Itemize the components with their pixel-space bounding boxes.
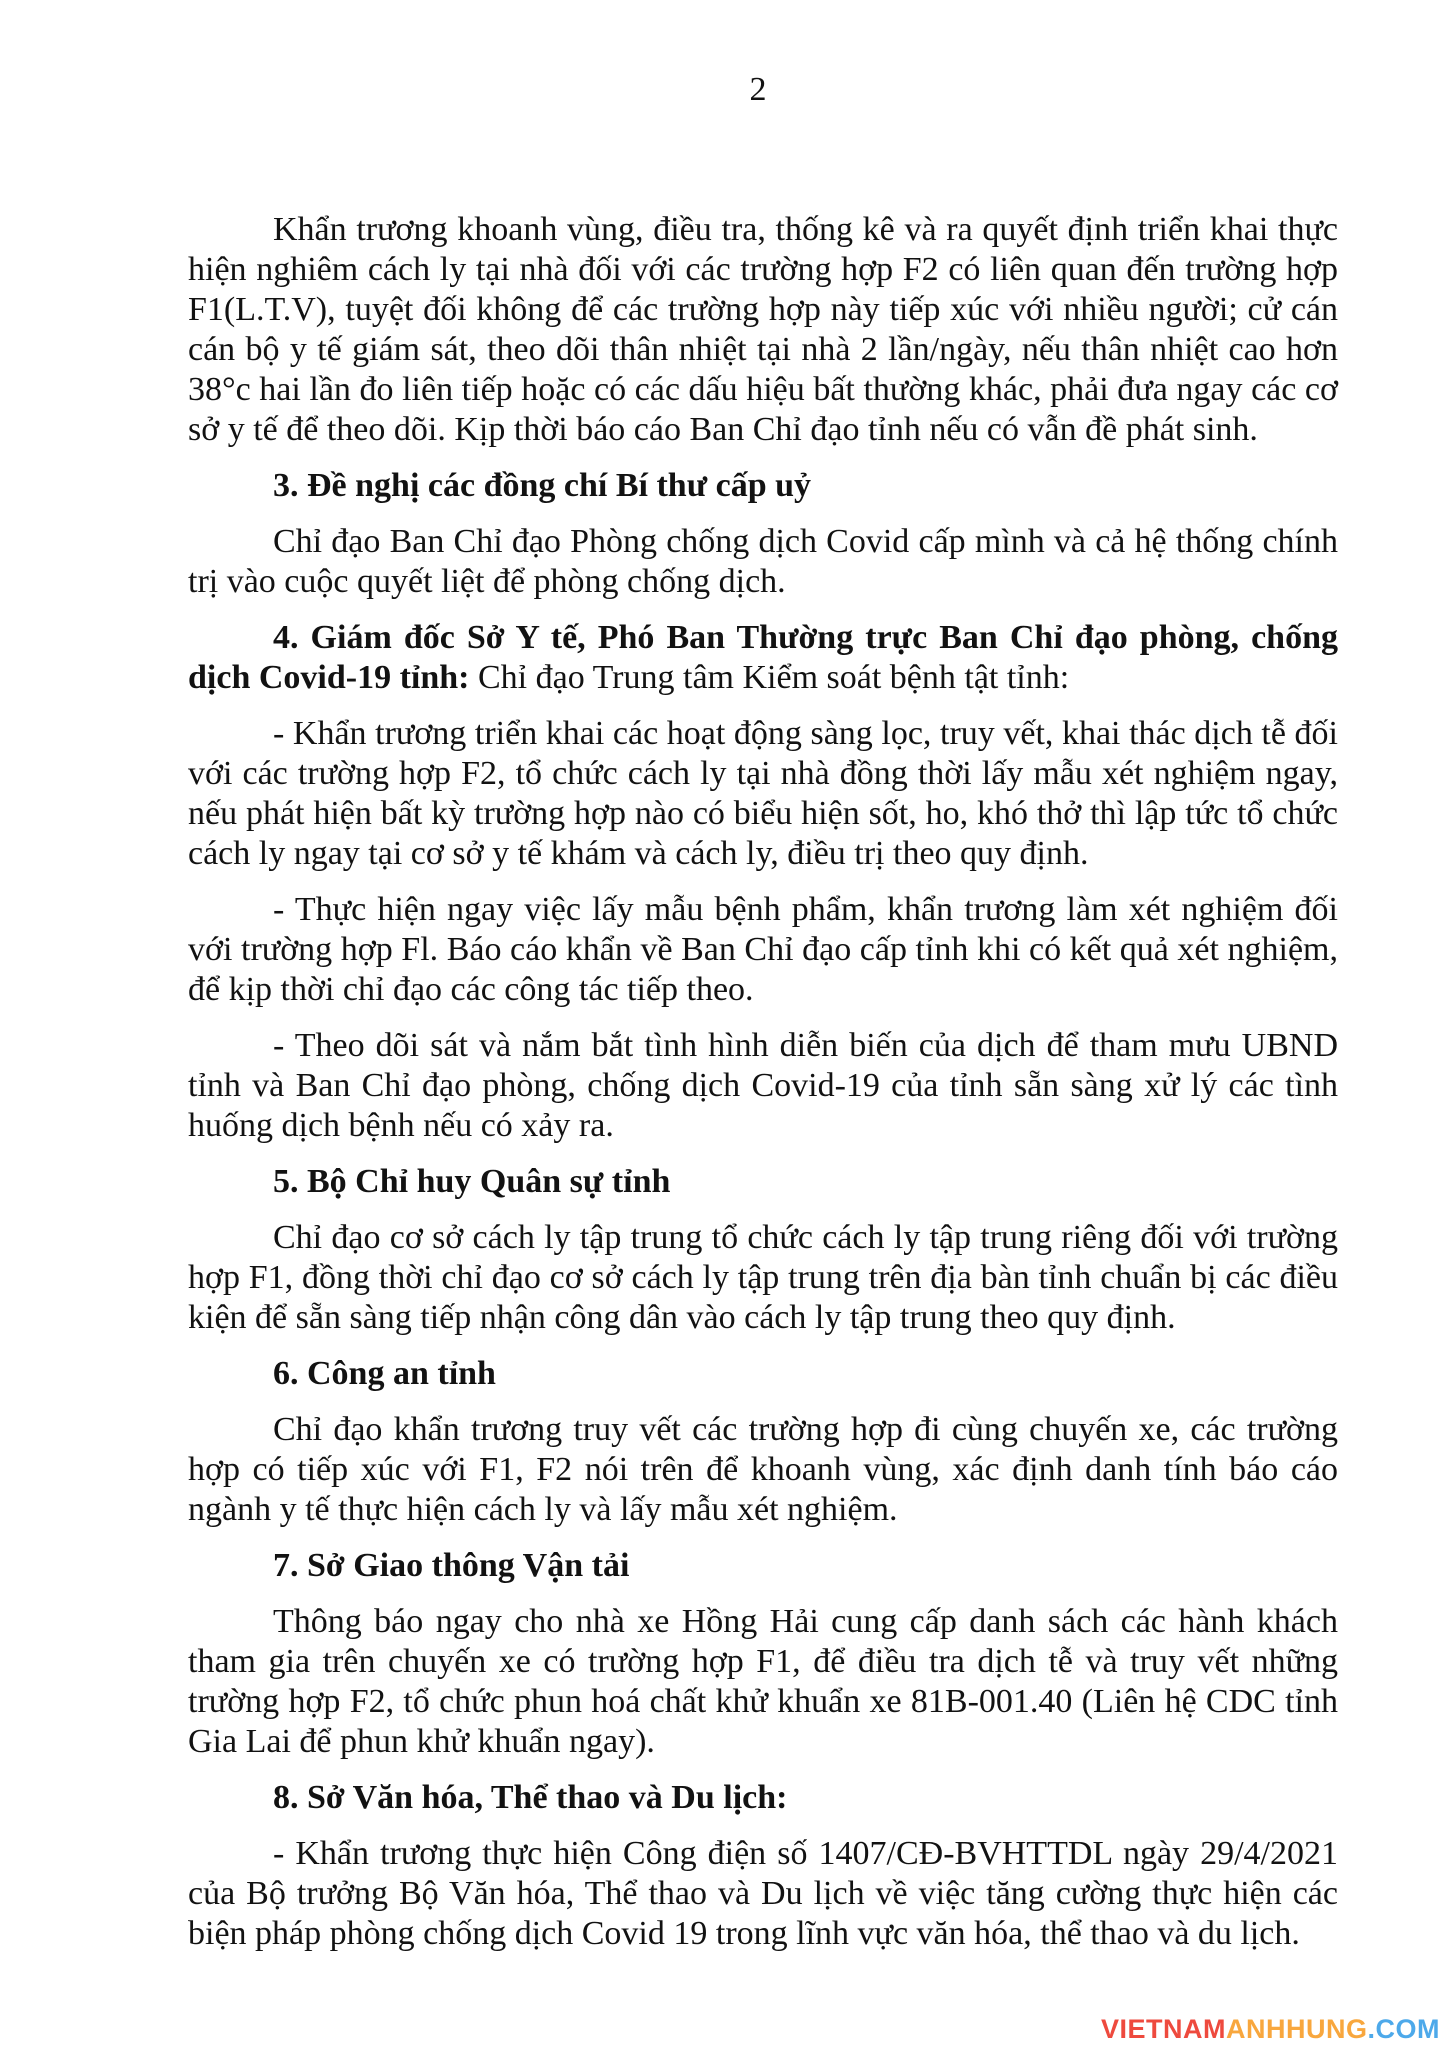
section-8-bullet-1: - Khẩn trương thực hiện Công điện số 1407/CĐ-BVHTTDL ngày 29/4/2021 của Bộ trưởng Bộ Văn hóa, Thể thao và Du lịch về việc tăng cường thực hiện các biện pháp phòng chống dịch Covid 19 trong lĩnh vực văn hóa, thể thao và du lịch. — [188, 1835, 1338, 1952]
section-7-heading: 7. Sở Giao thông Vận tải — [273, 1547, 630, 1584]
section-4-bullet-1: - Khẩn trương triển khai các hoạt động sàng lọc, truy vết, khai thác dịch tễ đối với các trường hợp F2, tổ chức cách ly tại nhà đồng thời lấy mẫu xét nghiệm ngay, nếu phát hiện bất kỳ trường hợp nào có biểu hiện sốt, ho, khó thở thì lập tức tổ chức cách ly ngay tại cơ sở y tế khám và cách ly, điều trị theo quy định. — [188, 715, 1338, 872]
watermark-vietnam: VIETNAM — [1101, 2014, 1226, 2044]
section-3-heading: 3. Đề nghị các đồng chí Bí thư cấp uỷ — [273, 467, 812, 504]
section-3-paragraph-1: Chỉ đạo Ban Chỉ đạo Phòng chống dịch Covid cấp mình và cả hệ thống chính trị vào cuộc quyết liệt để phòng chống dịch. — [188, 523, 1338, 600]
section-4-bullet-2: - Thực hiện ngay việc lấy mẫu bệnh phẩm, khẩn trương làm xét nghiệm đối với trường hợp Fl. Báo cáo khẩn về Ban Chỉ đạo cấp tỉnh khi có kết quả xét nghiệm, để kịp thời chỉ đạo các công tác tiếp theo. — [188, 891, 1338, 1008]
section-7-paragraph-1: Thông báo ngay cho nhà xe Hồng Hải cung cấp danh sách các hành khách tham gia trên chuyến xe có trường hợp F1, để điều tra dịch tễ và truy vết những trường hợp F2, tổ chức phun hoá chất khử khuẩn xe 81B-001.40 (Liên hệ CDC tỉnh Gia Lai để phun khử khuẩn ngay). — [188, 1603, 1338, 1760]
page-number: 2 — [749, 71, 767, 108]
section-8-heading: 8. Sở Văn hóa, Thể thao và Du lịch: — [273, 1779, 788, 1816]
watermark — [1101, 2014, 1440, 2045]
document-body — [188, 210, 1338, 1970]
section-4-heading: 4. Giám đốc Sở Y tế, Phó Ban Thường trực Ban Chỉ đạo phòng, chống dịch Covid-19 tỉnh: — [188, 619, 1338, 696]
intro-paragraph: Khẩn trương khoanh vùng, điều tra, thống kê và ra quyết định triển khai thực hiện nghiêm cách ly tại nhà đối với các trường hợp F2 có liên quan đến trường hợp F1(L.T.V), tuyệt đối không để các trường hợp này tiếp xúc với nhiều người; cử cán cán bộ y tế giám sát, theo dõi thân nhiệt tại nhà 2 lần/ngày, nếu thân nhiệt cao hơn 38°c hai lần đo liên tiếp hoặc có các dấu hiệu bất thường khác, phải đưa ngay các cơ sở y tế để theo dõi. Kịp thời báo cáo Ban Chỉ đạo tỉnh nếu có vẫn đề phát sinh. — [188, 211, 1338, 448]
section-4-heading-paragraph — [188, 618, 1338, 698]
section-4-heading-suffix: Chỉ đạo Trung tâm Kiểm soát bệnh tật tỉnh: — [469, 659, 1070, 696]
section-5-paragraph-1: Chỉ đạo cơ sở cách ly tập trung tổ chức cách ly tập trung riêng đối với trường hợp F1, đồng thời chỉ đạo cơ sở cách ly tập trung trên địa bàn tỉnh chuẩn bị các điều kiện để sẵn sàng tiếp nhận công dân vào cách ly tập trung theo quy định. — [188, 1219, 1338, 1336]
section-6-paragraph-1: Chỉ đạo khẩn trương truy vết các trường hợp đi cùng chuyến xe, các trường hợp có tiếp xúc với F1, F2 nói trên để khoanh vùng, xác định danh tính báo cáo ngành y tế thực hiện cách ly và lấy mẫu xét nghiệm. — [188, 1411, 1338, 1528]
section-6-heading: 6. Công an tỉnh — [273, 1355, 496, 1392]
watermark-dotcom: .COM — [1367, 2014, 1440, 2044]
section-4-bullet-3: - Theo dõi sát và nắm bắt tình hình diễn biến của dịch để tham mưu UBND tỉnh và Ban Chỉ đạo phòng, chống dịch Covid-19 của tỉnh sẵn sàng xử lý các tình huống dịch bệnh nếu có xảy ra. — [188, 1027, 1338, 1144]
watermark-anhhung: ANHHUNG — [1226, 2014, 1368, 2044]
section-5-heading: 5. Bộ Chỉ huy Quân sự tỉnh — [273, 1163, 671, 1200]
